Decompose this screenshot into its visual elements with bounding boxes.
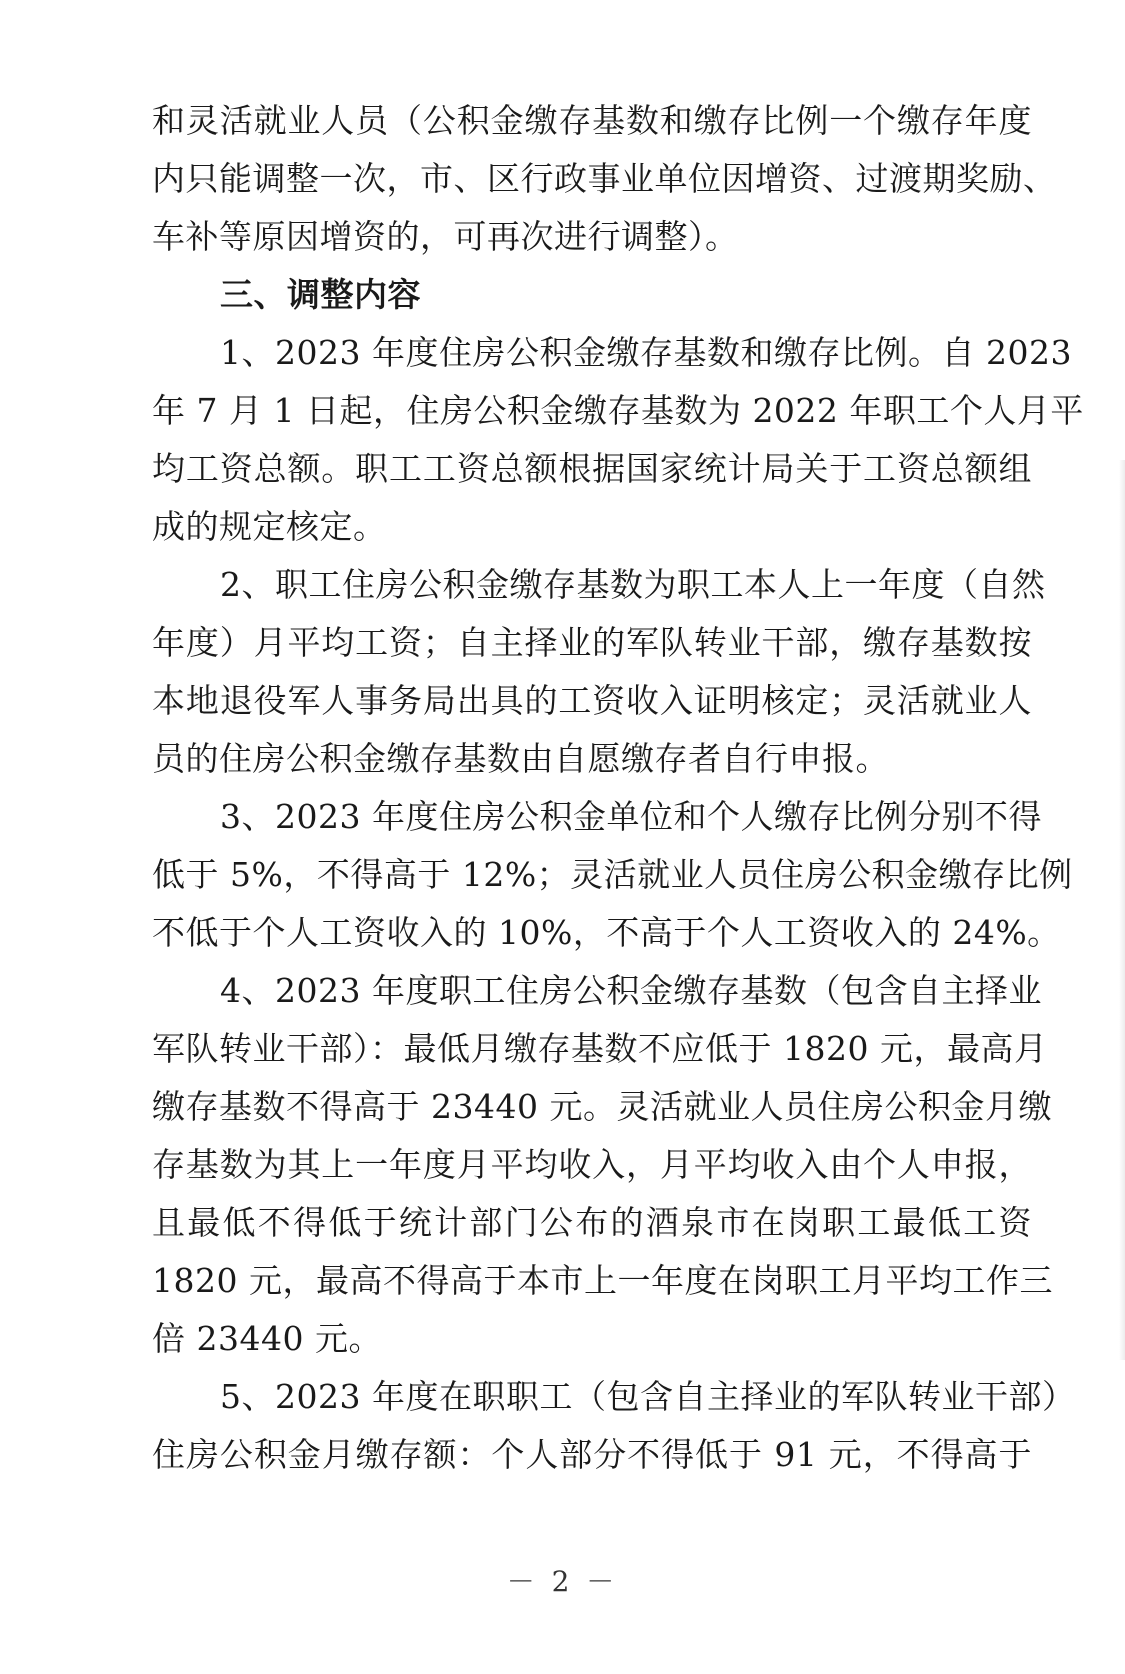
text-line: 低于 5%，不得高于 12%；灵活就业人员住房公积金缴存比例 bbox=[152, 855, 1073, 894]
paragraph-first-line: 5、2023 年度在职职工（包含自主择业的军队转业干部） bbox=[220, 1377, 1076, 1416]
paragraph-first-line: 2、职工住房公积金缴存基数为职工本人上一年度（自然 bbox=[220, 565, 1046, 604]
page-number: － 2 － bbox=[506, 1565, 619, 1598]
page-edge-shadow bbox=[1119, 460, 1125, 1360]
text-line: 且最低不得低于统计部门公布的酒泉市在岗职工最低工资 bbox=[152, 1203, 1032, 1242]
paragraph-first-line: 3、2023 年度住房公积金单位和个人缴存比例分别不得 bbox=[220, 797, 1042, 836]
text-line: 不低于个人工资收入的 10%，不高于个人工资收入的 24%。 bbox=[152, 913, 1061, 952]
text-line: 1820 元，最高不得高于本市上一年度在岗职工月平均工作三 bbox=[152, 1261, 1053, 1300]
document-body bbox=[152, 92, 1084, 1484]
paragraph-first-line: 1、2023 年度住房公积金缴存基数和缴存比例。自 2023 bbox=[220, 333, 1072, 372]
text-line: 内只能调整一次，市、区行政事业单位因增资、过渡期奖励、 bbox=[152, 159, 1057, 198]
text-line: 本地退役军人事务局出具的工资收入证明核定；灵活就业人 bbox=[152, 681, 1032, 720]
text-line: 车补等原因增资的，可再次进行调整）。 bbox=[152, 217, 739, 256]
text-line: 缴存基数不得高于 23440 元。灵活就业人员住房公积金月缴 bbox=[152, 1087, 1052, 1126]
text-line: 成的规定核定。 bbox=[152, 507, 387, 546]
text-line: 存基数为其上一年度月平均收入，月平均收入由个人申报， bbox=[152, 1145, 1032, 1184]
paragraph-first-line: 4、2023 年度职工住房公积金缴存基数（包含自主择业 bbox=[220, 971, 1042, 1010]
text-line: 倍 23440 元。 bbox=[152, 1319, 382, 1358]
text-line: 军队转业干部）：最低月缴存基数不应低于 1820 元，最高月 bbox=[152, 1029, 1048, 1068]
text-line: 员的住房公积金缴存基数由自愿缴存者自行申报。 bbox=[152, 739, 889, 778]
section-heading: 三、调整内容 bbox=[220, 275, 421, 314]
text-line: 均工资总额。职工工资总额根据国家统计局关于工资总额组 bbox=[152, 449, 1032, 488]
text-line: 住房公积金月缴存额：个人部分不得低于 91 元，不得高于 bbox=[152, 1435, 1032, 1474]
text-line: 和灵活就业人员（公积金缴存基数和缴存比例一个缴存年度 bbox=[152, 101, 1032, 140]
text-line: 年度）月平均工资；自主择业的军队转业干部，缴存基数按 bbox=[152, 623, 1032, 662]
text-line: 年 7 月 1 日起，住房公积金缴存基数为 2022 年职工个人月平 bbox=[152, 391, 1084, 430]
